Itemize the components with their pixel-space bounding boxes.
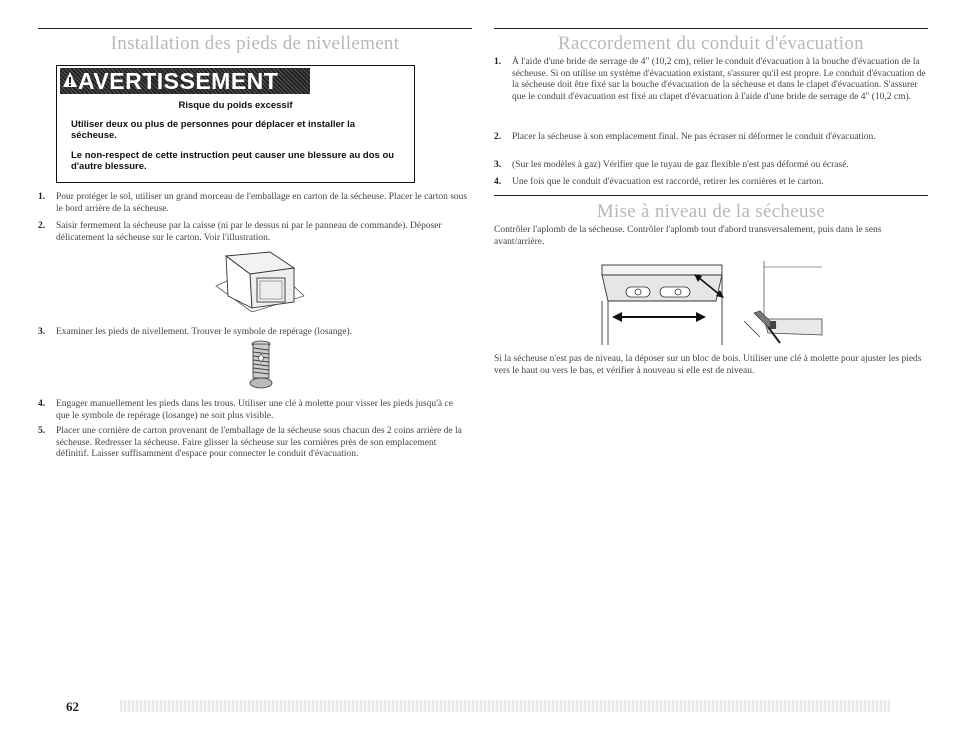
step-number: 2.	[494, 132, 502, 142]
step-number: 4.	[38, 399, 46, 409]
dryer-level-side-illustration	[598, 257, 726, 347]
warning-heading: Risque du poids excessif	[178, 100, 293, 111]
left-step-5	[38, 426, 468, 461]
warning-line-2: Le non-respect de cette instruction peut causer une blessure au dos ou d'autre blessure.	[71, 150, 395, 172]
step-text: Pour protéger le sol, utiliser un grand morceau de l'emballage en carton de la sécheuse. Placer le carton sous le bord arrière de la sécheuse.	[56, 192, 468, 214]
page-number: 62	[66, 699, 79, 714]
right-step-2	[494, 132, 928, 144]
warning-triangle-icon	[62, 71, 78, 89]
left-top-rule	[38, 28, 472, 29]
left-step-4	[38, 399, 468, 422]
right-column	[494, 0, 928, 55]
dryer-front-back-level-illustration	[740, 257, 824, 347]
step-number: 5.	[38, 426, 46, 436]
warning-banner	[60, 68, 310, 94]
step-text: Engager manuellement les pieds dans les trous. Utiliser une clé à molette pour visser les pieds jusqu'à ce que le symbole de repérage (losange) ne soit plus visible.	[56, 399, 453, 421]
right-mid-rule	[494, 195, 928, 196]
leveling-paragraph-1: Contrôler l'aplomb de la sécheuse. Contrôler l'aplomb tout d'abord transversalement, puis dans le sens avant/arrière.	[494, 225, 882, 247]
step-number: 1.	[38, 192, 46, 202]
step-number: 4.	[494, 177, 502, 187]
right-step-4	[494, 177, 928, 189]
step-number: 3.	[494, 160, 502, 170]
leveling-paragraph-2: Si la sécheuse n'est pas de niveau, la déposer sur un bloc de bois. Utiliser une clé à molette pour ajuster les pieds vers le haut ou vers le bas, et vérifier à nouveau si elle est de niveau.	[494, 354, 922, 376]
left-step-3	[38, 327, 468, 339]
step-text: À l'aide d'une bride de serrage de 4" (10,2 cm), relier le conduit d'évacuation à la bouche d'évacuation de la sécheuse. Si on utilise un système d'évacuation existant, s'assurer qu'il est propre. Le conduit d'évacuation de la sécheuse doit être fixé sur la bouche d'évacuation de la sécheuse et dans le clapet d'évacuation. S'assurer que le conduit d'évacuation est fixé au clapet d'évacuation à l'aide d'une bride de serrage de 4" (10,2 cm).	[512, 57, 926, 102]
warning-banner-text: AVERTISSEMENT	[78, 68, 279, 94]
step-text: Saisir fermement la sécheuse par la caisse (ni par le dessus ni par le panneau de commande). Déposer délicatement la sécheuse sur le carton. Voir l'illustration.	[56, 221, 442, 243]
warning-box	[56, 65, 415, 183]
step-number: 3.	[38, 327, 46, 337]
right-step-3	[494, 160, 928, 172]
right-top-rule	[494, 28, 928, 29]
right-step-1	[494, 57, 928, 103]
left-step-1	[38, 192, 468, 215]
vent-connection-title: Raccordement du conduit d'évacuation	[558, 33, 864, 54]
dryer-on-cardboard-illustration	[212, 250, 308, 312]
leveling-legs-title: Installation des pieds de nivellement	[110, 33, 400, 54]
left-step-2	[38, 221, 468, 244]
step-text: Examiner les pieds de nivellement. Trouver le symbole de repérage (losange).	[56, 327, 352, 337]
step-text: Une fois que le conduit d'évacuation est raccordé, retirer les cornières et le carton.	[512, 177, 824, 187]
step-number: 2.	[38, 221, 46, 231]
dryer-leveling-title: Mise à niveau de la sécheuse	[596, 201, 826, 222]
leveling-leg-illustration	[246, 340, 276, 392]
step-number: 1.	[494, 57, 502, 67]
footer-decorative-bar	[120, 700, 890, 712]
step-text: Placer une cornière de carton provenant de l'emballage de la sécheuse sous chacun des 2 coins arrière de la sécheuse. Redresser la sécheuse. Faire glisser la sécheuse sur les cornières près de son emplacement définitif. Laisser suffisamment d'espace pour connecter le conduit d'évacuation.	[56, 426, 462, 459]
step-text: Placer la sécheuse à son emplacement final. Ne pas écraser ni déformer le conduit d'évacuation.	[512, 132, 876, 142]
left-column	[38, 0, 472, 55]
warning-line-1: Utiliser deux ou plus de personnes pour déplacer et installer la sécheuse.	[71, 119, 356, 141]
step-text: (Sur les modèles à gaz) Vérifier que le tuyau de gaz flexible n'est pas déformé ou écrasé.	[512, 160, 849, 170]
